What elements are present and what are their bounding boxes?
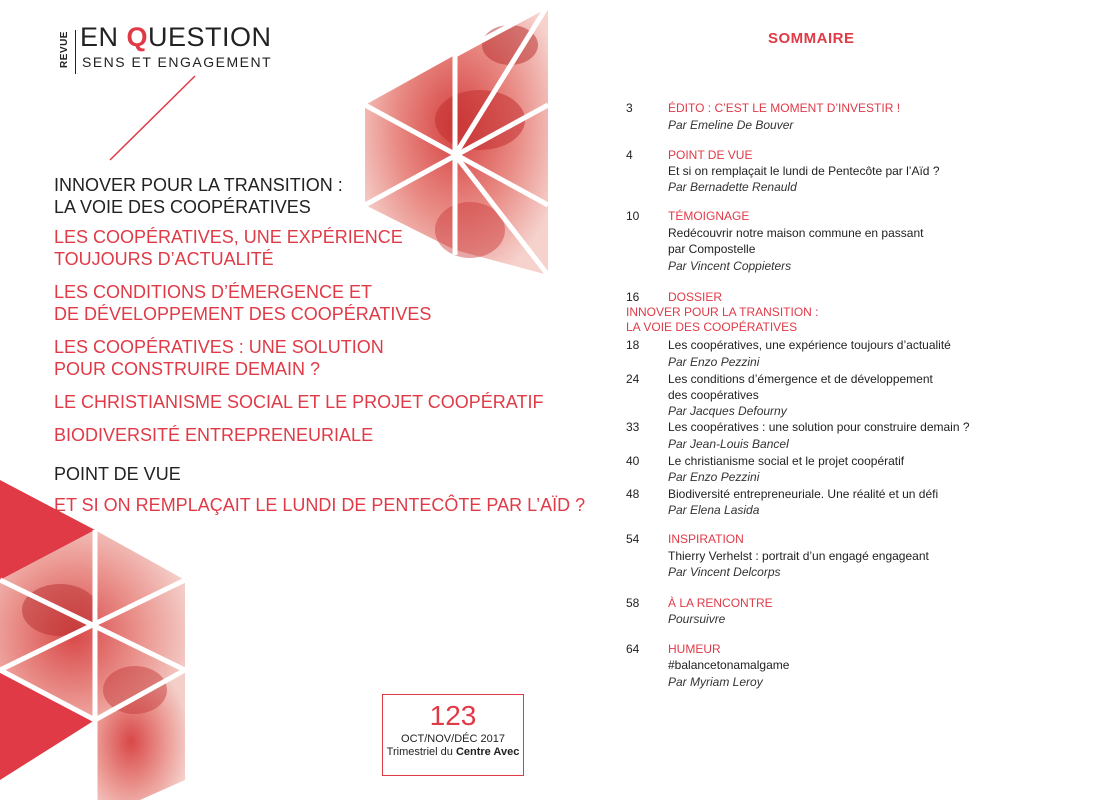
toc-title: par Compostelle <box>668 242 756 256</box>
toc-page-number: 10 <box>626 209 640 223</box>
toc-page-number: 24 <box>626 372 640 386</box>
toc-author: Par Bernadette Renauld <box>668 180 797 194</box>
toc-section: ÉDITO : C’EST LE MOMENT D’INVESTIR ! <box>668 101 901 115</box>
toc-heading: SOMMAIRE <box>768 30 855 47</box>
issue-publisher: Trimestriel du Centre Avec <box>386 746 520 758</box>
cover-pdv-heading: POINT DE VUE <box>54 464 181 484</box>
issue-box <box>382 694 524 776</box>
cover-item: LES COOPÉRATIVES : UNE SOLUTION POUR CONSTRUIRE DEMAIN ? <box>54 337 384 379</box>
toc-title: Poursuivre <box>668 612 726 626</box>
toc-author: Par Enzo Pezzini <box>668 470 760 484</box>
toc-author: Par Jacques Defourny <box>668 404 787 418</box>
toc-author: Par Myriam Leroy <box>668 675 763 689</box>
toc-author: Par Enzo Pezzini <box>668 355 760 369</box>
cover-item: LES COOPÉRATIVES, UNE EXPÉRIENCE TOUJOURS D’ACTUALITÉ <box>54 227 403 269</box>
magazine-title: EN QUESTION <box>80 22 272 52</box>
toc-section: HUMEUR <box>668 642 721 656</box>
toc-title: #balancetonamalgame <box>668 658 790 672</box>
toc-section: DOSSIER <box>668 290 723 304</box>
toc-title: Le christianisme social et le projet coopératif <box>668 454 905 468</box>
toc-page-number: 64 <box>626 642 640 656</box>
toc-author: Par Emeline De Bouver <box>668 118 794 132</box>
masthead-divider <box>75 30 76 74</box>
cover-dossier-title: INNOVER POUR LA TRANSITION : LA VOIE DES COOPÉRATIVES <box>54 175 343 217</box>
toc-page-number: 3 <box>626 101 633 115</box>
toc-section: INSPIRATION <box>668 532 744 546</box>
toc-page-number: 4 <box>626 148 633 162</box>
cover-item: LE CHRISTIANISME SOCIAL ET LE PROJET COOPÉRATIF <box>54 392 544 412</box>
toc-author: Par Vincent Delcorps <box>668 565 781 579</box>
toc-page-number: 16 <box>626 290 640 304</box>
toc-title: Redécouvrir notre maison commune en passant <box>668 226 924 240</box>
toc-page-number: 18 <box>626 338 640 352</box>
toc-title: Les conditions d’émergence et de développement <box>668 372 933 386</box>
toc-section: TÉMOIGNAGE <box>668 209 750 223</box>
toc-author: Par Vincent Coppieters <box>668 259 792 273</box>
cover-pdv-item: ET SI ON REMPLAÇAIT LE LUNDI DE PENTECÔTE PAR L’AÏD ? <box>54 495 586 515</box>
toc-title: Les coopératives, une expérience toujours d’actualité <box>668 338 951 352</box>
toc-page-number: 54 <box>626 532 640 546</box>
toc-author: Par Elena Lasida <box>668 503 760 517</box>
toc-page-number: 33 <box>626 420 640 434</box>
toc-title: des coopératives <box>668 388 759 402</box>
toc-section: POINT DE VUE <box>668 148 753 162</box>
toc-page-number: 48 <box>626 487 640 501</box>
cover-item: LES CONDITIONS D’ÉMERGENCE ET DE DÉVELOPPEMENT DES COOPÉRATIVES <box>54 282 432 324</box>
toc-section: À LA RENCONTRE <box>668 596 773 610</box>
toc-dossier-title: INNOVER POUR LA TRANSITION : <box>626 305 819 319</box>
toc-author: Par Jean-Louis Bancel <box>668 437 789 451</box>
issue-date: OCT/NOV/DÉC 2017 <box>401 733 505 745</box>
bee-hexagon-image-bottom <box>0 480 200 800</box>
issue-number: 123 <box>429 700 477 731</box>
toc-title: Biodiversité entrepreneuriale. Une réalité et un défi <box>668 487 939 501</box>
toc-title: Thierry Verhelst : portrait d’un engagé engageant <box>668 549 929 563</box>
toc-page-number: 58 <box>626 596 640 610</box>
cover-item: BIODIVERSITÉ ENTREPRENEURIALE <box>54 425 374 445</box>
toc-dossier-title: LA VOIE DES COOPÉRATIVES <box>626 320 798 334</box>
magazine-subtitle: SENS ET ENGAGEMENT <box>82 54 273 70</box>
toc-page-number: 40 <box>626 454 640 468</box>
toc-title: Les coopératives : une solution pour construire demain ? <box>668 420 970 434</box>
revue-label: REVUE <box>58 31 70 68</box>
toc-title: Et si on remplaçait le lundi de Pentecôte par l’Aïd ? <box>668 164 940 178</box>
